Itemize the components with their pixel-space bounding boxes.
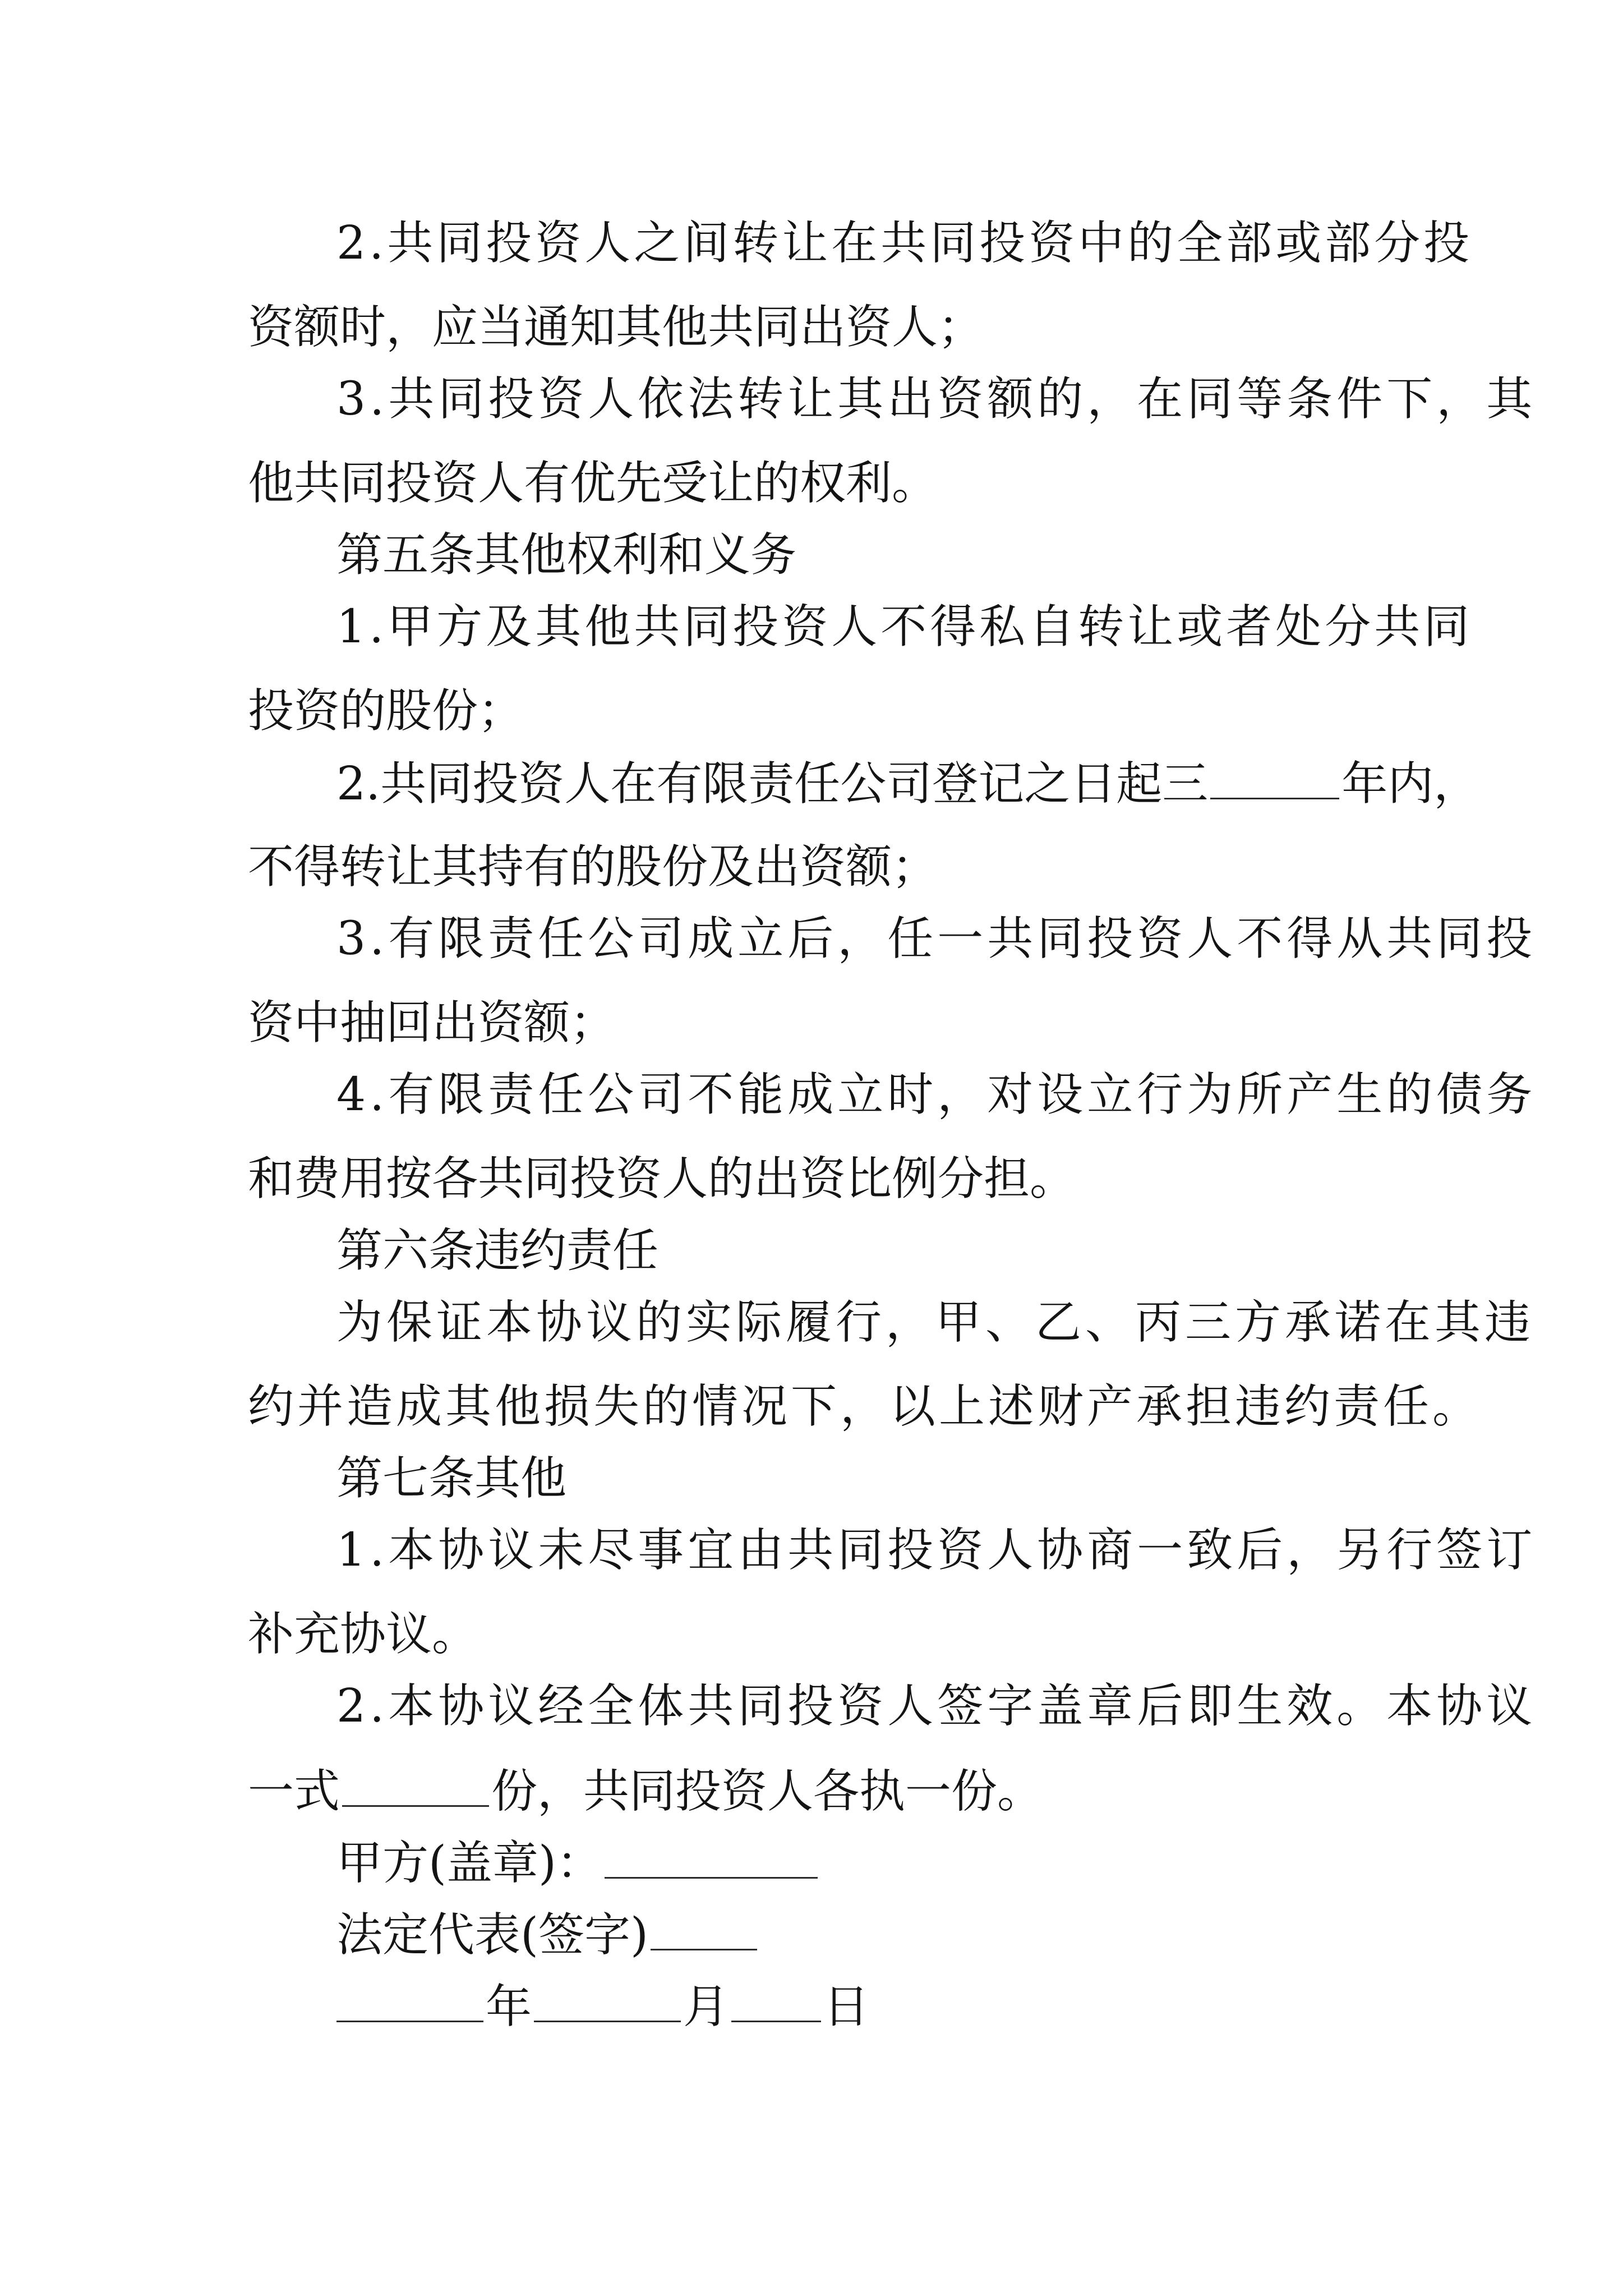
paragraph-line: 1.本协议未尽事宜由共同投资人协商一致后，另行签订 [336,1524,1537,1577]
month-label: 月 [683,1980,730,2033]
paragraph-line [336,755,1479,811]
legal-rep-signature-row [336,1906,759,1962]
section-heading-6: 第六条违约责任 [336,1224,659,1277]
fill-blank-years[interactable] [1210,755,1339,799]
paragraph-line: 2.共同投资人之间转让在共同投资中的全部或部分投 [336,217,1473,270]
day-label: 日 [823,1980,870,2033]
paragraph-line: 为保证本协议的实际履行，甲、乙、丙三方承诺在其违 [336,1296,1535,1349]
paragraph-text: 年内， [1341,757,1480,811]
paragraph-line: 补充协议。 [248,1608,478,1661]
paragraph-text: 一式 [248,1765,340,1818]
party-a-seal-field[interactable] [605,1834,818,1879]
paragraph-line: 3.有限责任公司成立后，任一共同投资人不得从共同投 [336,912,1537,965]
paragraph-line: 资中抽回出资额； [248,996,616,1050]
paragraph-line: 1.甲方及其他共同投资人不得私自转让或者处分共同 [336,600,1473,654]
paragraph-line: 投资的股份； [248,684,524,738]
date-row [336,1978,869,2034]
month-field[interactable] [534,1978,681,2022]
paragraph-line: 3.共同投资人依法转让其出资额的，在同等条件下，其 [336,372,1537,426]
year-field[interactable] [336,1978,483,2022]
paragraph-line [248,1763,1043,1819]
paragraph-line: 和费用按各共同投资人的出资比例分担。 [248,1152,1076,1205]
legal-rep-signature-label: 法定代表(签字) [336,1908,648,1962]
paragraph-text: 份，共同投资人各执一份。 [491,1765,1044,1818]
paragraph-line: 2.本协议经全体共同投资人签字盖章后即生效。本协议 [336,1680,1537,1733]
year-label: 年 [486,1980,532,2033]
party-a-seal-label: 甲方(盖章)： [336,1837,602,1890]
legal-rep-signature-field[interactable] [651,1906,757,1950]
fill-blank-copies[interactable] [342,1763,489,1807]
party-a-seal-row [336,1834,820,1890]
paragraph-line: 约并造成其他损失的情况下，以上述财产承担违约责任。 [248,1380,1482,1433]
day-field[interactable] [731,1978,821,2022]
paragraph-line: 4.有限责任公司不能成立时，对设立行为所产生的债务 [336,1068,1537,1121]
paragraph-text: 2.共同投资人在有限责任公司登记之日起三 [336,757,1209,811]
paragraph-line: 资额时，应当通知其他共同出资人； [248,301,984,354]
section-heading-5: 第五条其他权利和义务 [336,528,797,582]
paragraph-line: 不得转让其持有的股份及出资额； [248,840,938,894]
section-heading-7: 第七条其他 [336,1452,567,1505]
paragraph-line: 他共同投资人有优先受让的权利。 [248,457,938,510]
